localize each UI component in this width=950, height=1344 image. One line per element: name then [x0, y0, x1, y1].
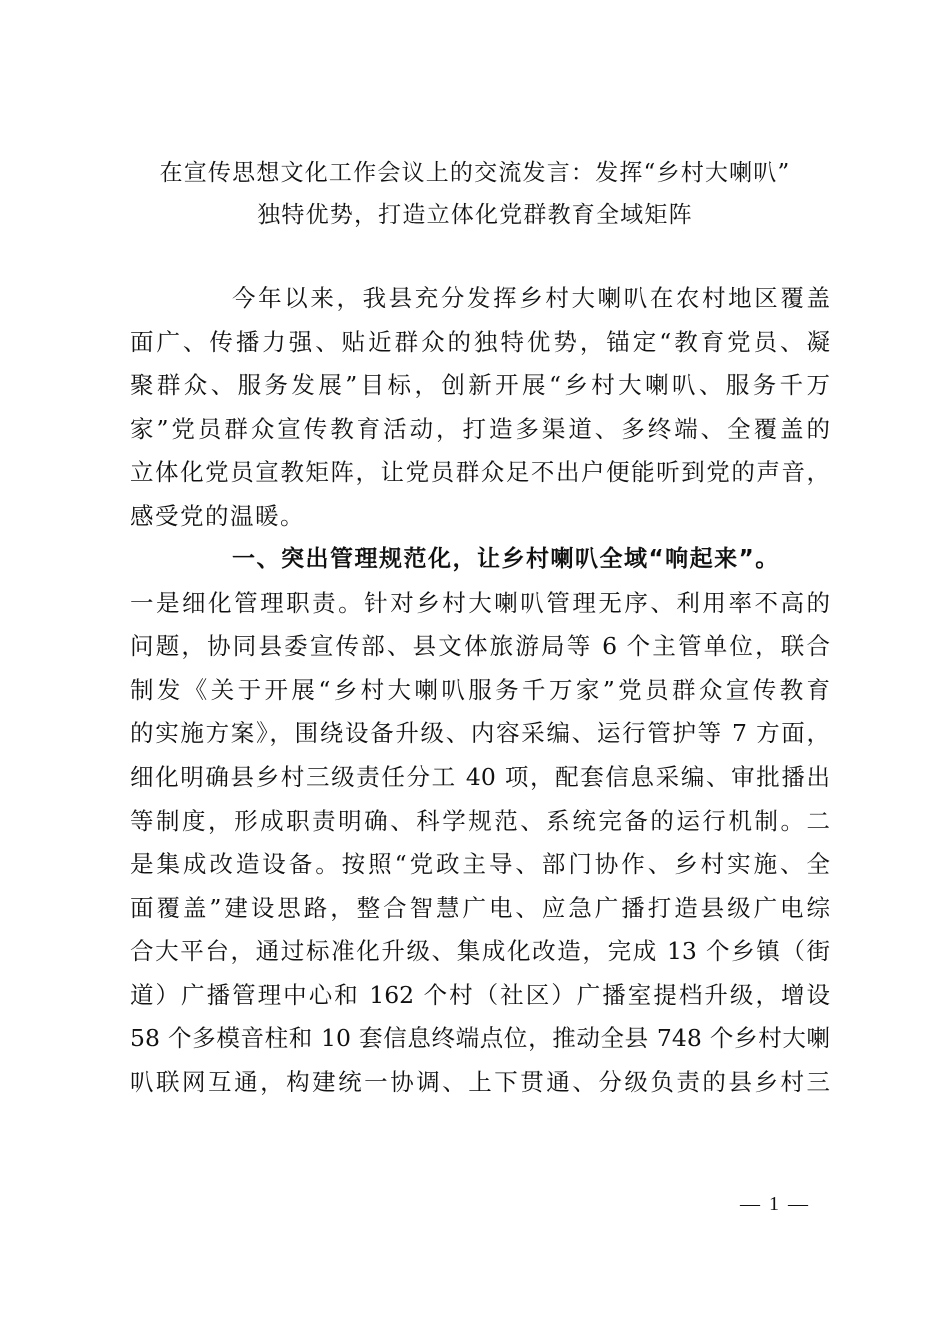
section-line: 制发《关于开展“乡村大喇叭服务千万家”党员群众宣传教育 — [130, 675, 830, 704]
intro-line: 今年以来，我县充分发挥乡村大喇叭在农村地区覆盖 — [232, 284, 830, 312]
section-line: 的实施方案》，围绕设备升级、内容采编、运行管护等 7 方面， — [130, 719, 830, 748]
intro-line: 立体化党员宣教矩阵，让党员群众足不出户便能听到党的声音， — [130, 458, 830, 487]
section-line: 面覆盖”建设思路，整合智慧广电、应急广播打造县级广电综 — [130, 893, 830, 922]
document-title-line-2: 独特优势，打造立体化党群教育全域矩阵 — [257, 202, 693, 228]
page-number: — 1 — — [740, 1193, 810, 1215]
intro-line: 家”党员群众宣传教育活动，打造多渠道、多终端、全覆盖的 — [130, 414, 830, 443]
section-line: 等制度，形成职责明确、科学规范、系统完备的运行机制。二 — [130, 806, 830, 835]
section-line: 是集成改造设备。按照“党政主导、部门协作、乡村实施、全 — [130, 850, 830, 879]
document-title-line-1: 在宣传思想文化工作会议上的交流发言：发挥“乡村大喇叭” — [159, 160, 791, 186]
intro-line: 面广、传播力强、贴近群众的独特优势，锚定“教育党员、凝 — [130, 327, 830, 356]
intro-line: 感受党的温暖。 — [130, 501, 305, 530]
document-body — [130, 283, 830, 1110]
section-line: 问题，协同县委宣传部、县文体旅游局等 6 个主管单位，联合 — [130, 632, 830, 661]
section-line: 一是细化管理职责。针对乡村大喇叭管理无序、利用率不高的 — [130, 588, 830, 617]
section-line: 细化明确县乡村三级责任分工 40 项，配套信息采编、审批播出 — [130, 763, 830, 792]
intro-line: 聚群众、服务发展”目标，创新开展“乡村大喇叭、服务千万 — [130, 371, 830, 400]
section-line: 道）广播管理中心和 162 个村（社区）广播室提档升级，增设 — [130, 980, 830, 1009]
section-heading: 一、突出管理规范化，让乡村喇叭全域“响起来”。 — [232, 546, 780, 573]
section-line: 58 个多模音柱和 10 套信息终端点位，推动全县 748 个乡村大喇 — [130, 1024, 830, 1053]
section-line: 合大平台，通过标准化升级、集成化改造，完成 13 个乡镇（街 — [130, 937, 830, 966]
section-line: 叭联网互通，构建统一协调、上下贯通、分级负责的县乡村三 — [130, 1067, 830, 1096]
